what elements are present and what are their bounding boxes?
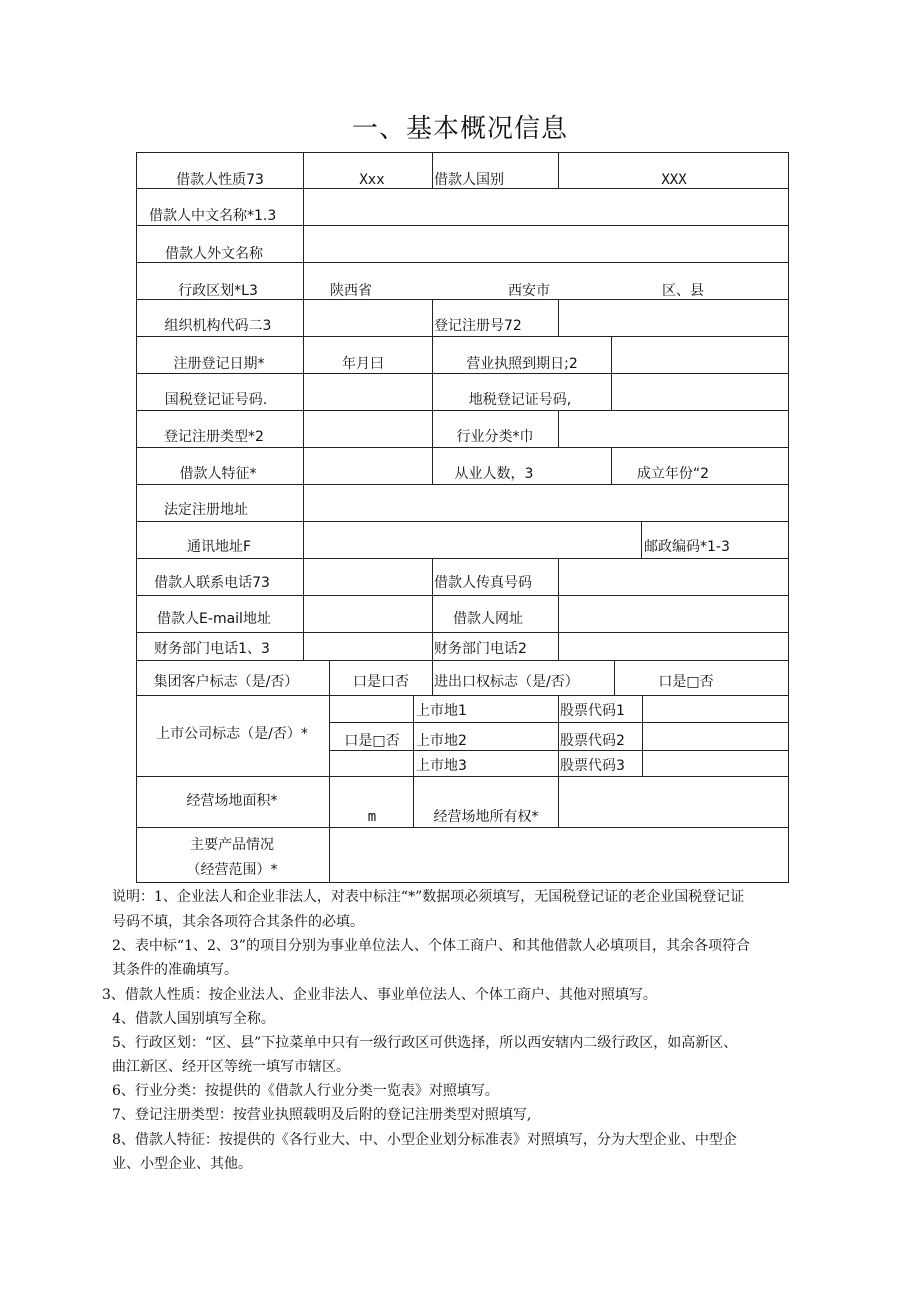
table-border-bottom bbox=[136, 882, 789, 883]
label-borrower-country: 借款人国别 bbox=[434, 172, 504, 188]
label-fax: 借款人传真号码 bbox=[434, 575, 532, 591]
value-reg-date[interactable]: 年月曰 bbox=[342, 356, 384, 372]
label-email: 借款人E-mail地址 bbox=[157, 611, 271, 627]
label-finance-phone-2: 财务部门电话2 bbox=[434, 641, 527, 657]
col-divider bbox=[558, 695, 559, 827]
row-divider bbox=[136, 521, 789, 522]
col-divider bbox=[432, 660, 433, 695]
row-divider bbox=[136, 410, 789, 411]
value-province[interactable]: 陕西省 bbox=[330, 283, 372, 299]
value-district[interactable]: 区、县 bbox=[662, 283, 704, 299]
note-line: 说明：1、企业法人和企业非法人，对表中标注“*”数据项必须填写，无国税登记证的老企业国税登记证 bbox=[112, 889, 745, 905]
row-divider bbox=[136, 660, 789, 661]
label-listing-place-2: 上市地2 bbox=[416, 733, 467, 749]
value-import-export[interactable]: 口是□否 bbox=[658, 674, 714, 690]
label-foreign-name: 借款人外文名称 bbox=[165, 246, 263, 262]
row-divider bbox=[136, 595, 789, 596]
col-divider bbox=[329, 660, 330, 882]
label-org-code: 组织机构代码二3 bbox=[164, 318, 272, 334]
label-reg-type: 登记注册类型*2 bbox=[164, 429, 264, 445]
row-divider bbox=[136, 695, 789, 696]
label-admin-region: 行政区划*L3 bbox=[178, 283, 258, 299]
row-divider bbox=[136, 336, 789, 337]
note-line: 4、借款人国别填写全称。 bbox=[112, 1011, 275, 1027]
value-listed-company[interactable]: 口是□否 bbox=[344, 733, 400, 749]
col-divider bbox=[558, 410, 559, 447]
table-border-top bbox=[136, 152, 789, 153]
col-divider bbox=[303, 152, 304, 660]
note-line: 5、行政区划：“区、县”下拉菜单中只有一级行政区可供选择，所以西安辖内二级行政区，如高新区、 bbox=[112, 1035, 738, 1051]
label-reg-number: 登记注册号72 bbox=[434, 318, 522, 334]
value-area-unit[interactable]: m bbox=[367, 809, 377, 825]
value-group-customer[interactable]: 口是口否 bbox=[353, 674, 409, 690]
note-line: 业、小型企业、其他。 bbox=[112, 1156, 252, 1172]
label-national-tax-no: 国税登记证号码. bbox=[164, 392, 268, 408]
note-line: 6、行业分类：按提供的《借款人行业分类一览表》对照填写。 bbox=[112, 1083, 499, 1099]
label-employees: 从业人数，3 bbox=[454, 466, 534, 482]
label-local-tax-no: 地税登记证号码, bbox=[468, 392, 572, 408]
label-mail-address: 通讯地址F bbox=[186, 539, 252, 555]
note-line: 其条件的准确填写。 bbox=[112, 962, 238, 978]
col-divider bbox=[432, 558, 433, 660]
row-divider bbox=[329, 722, 789, 723]
value-city[interactable]: 西安市 bbox=[508, 283, 550, 299]
table-border-right bbox=[788, 152, 789, 883]
col-divider bbox=[432, 152, 433, 189]
col-divider bbox=[641, 521, 642, 558]
col-divider bbox=[611, 447, 612, 484]
page-title: 一、基本概况信息 bbox=[351, 114, 568, 144]
label-listing-place-3: 上市地3 bbox=[416, 758, 467, 774]
label-main-products: 主要产品情况 bbox=[190, 837, 274, 853]
col-divider bbox=[642, 695, 643, 776]
label-postcode: 邮政编码*1-3 bbox=[644, 539, 730, 555]
col-divider bbox=[611, 336, 612, 410]
row-divider bbox=[136, 558, 789, 559]
row-divider bbox=[329, 750, 789, 751]
row-divider bbox=[136, 188, 789, 189]
label-listing-place-1: 上市地1 bbox=[416, 703, 467, 719]
label-contact-phone: 借款人联系电话73 bbox=[154, 575, 270, 591]
label-website: 借款人网址 bbox=[453, 611, 523, 627]
label-stock-code-1: 股票代码1 bbox=[560, 703, 625, 719]
note-line: 2、表中标“1、2、3”的项目分别为事业单位法人、个体工商户、和其他借款人必填项目，其余各项符合 bbox=[112, 938, 750, 954]
label-chinese-name: 借款人中文名称*1.3 bbox=[149, 208, 277, 224]
col-divider bbox=[558, 558, 559, 660]
col-divider bbox=[413, 695, 414, 827]
row-divider bbox=[136, 225, 789, 226]
row-divider bbox=[136, 373, 789, 374]
note-line: 8、借款人特征：按提供的《各行业大、中、小型企业划分标准表》对照填写，分为大型企业、中型企 bbox=[112, 1132, 737, 1148]
label-borrower-nature: 借款人性质73 bbox=[176, 172, 264, 188]
label-stock-code-3: 股票代码3 bbox=[560, 758, 625, 774]
value-borrower-country[interactable]: XXX bbox=[661, 172, 687, 188]
value-borrower-nature[interactable]: Xxx bbox=[359, 172, 385, 188]
row-divider bbox=[136, 484, 789, 485]
label-listed-company: 上市公司标志（是/否）* bbox=[156, 726, 308, 742]
label-stock-code-2: 股票代码2 bbox=[560, 733, 625, 749]
row-divider bbox=[136, 447, 789, 448]
row-divider bbox=[136, 299, 789, 300]
label-business-scope: （经营范围）* bbox=[186, 862, 278, 878]
row-divider bbox=[136, 632, 789, 633]
label-import-export: 进出口权标志（是/否） bbox=[434, 674, 579, 690]
row-divider bbox=[136, 776, 789, 777]
row-divider bbox=[136, 262, 789, 263]
label-group-customer: 集团客户标志（是/否） bbox=[153, 674, 299, 690]
label-license-expiry: 营业执照到期日;2 bbox=[466, 356, 578, 372]
col-divider bbox=[558, 299, 559, 336]
label-site-ownership: 经营场地所有权* bbox=[433, 809, 539, 825]
col-divider bbox=[614, 660, 615, 695]
note-line: 曲江新区、经开区等统一填写市辖区。 bbox=[112, 1059, 350, 1075]
label-industry: 行业分类*巾 bbox=[456, 429, 534, 445]
row-divider bbox=[136, 827, 789, 828]
label-founded-year: 成立年份“2 bbox=[636, 466, 710, 482]
label-reg-date: 注册登记日期* bbox=[173, 356, 265, 372]
label-legal-address: 法定注册地址 bbox=[164, 502, 248, 518]
label-finance-phone-1: 财务部门电话1、3 bbox=[154, 641, 270, 657]
note-line: 7、登记注册类型：按营业执照载明及后附的登记注册类型对照填写, bbox=[112, 1107, 532, 1123]
col-divider bbox=[558, 152, 559, 189]
note-line: 3、借款人性质：按企业法人、企业非法人、事业单位法人、个体工商户、其他对照填写。 bbox=[102, 987, 657, 1003]
col-divider bbox=[432, 299, 433, 484]
table-border-left bbox=[136, 152, 137, 883]
note-line: 号码不填，其余各项符合其条件的必填。 bbox=[112, 914, 364, 930]
label-site-area: 经营场地面积* bbox=[186, 793, 278, 809]
label-borrower-feature: 借款人特征* bbox=[179, 466, 257, 482]
